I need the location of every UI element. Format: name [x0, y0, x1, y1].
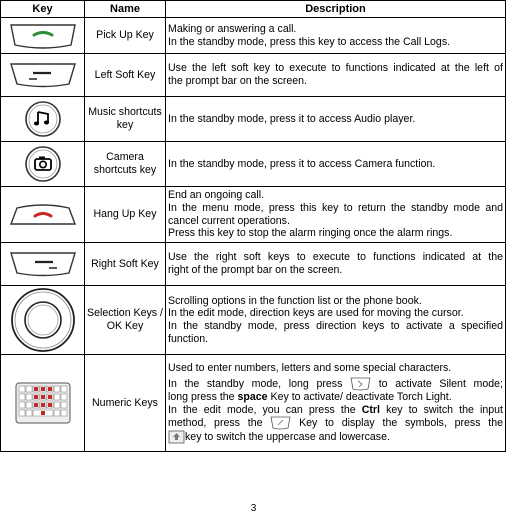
key-description: [166, 187, 506, 243]
table-row: [1, 18, 506, 54]
pick-up-key-icon: [7, 21, 79, 51]
table-row: [1, 286, 506, 355]
description-line: In the standby mode, press this key to access the Call Logs.: [168, 35, 451, 48]
key-name: Camera shortcuts key: [85, 142, 166, 187]
key-icon-cell: [1, 243, 85, 286]
description-line: In the edit mode, direction keys are used for moving the cursor.: [168, 307, 464, 320]
key-description: [166, 18, 506, 54]
key-icon-cell: [1, 18, 85, 54]
key-description: [166, 286, 506, 355]
header-description: Description: [166, 1, 506, 18]
description-line: In the standby mode, long press to activate Silent mode;: [168, 378, 503, 390]
key-name: Left Soft Key: [85, 54, 166, 97]
description-line: right of the prompt bar on the screen.: [168, 264, 343, 276]
key-description: In the standby mode, press it to access Audio player.: [166, 97, 506, 142]
key-icon-cell: [1, 355, 85, 452]
key-icon-cell: [1, 54, 85, 97]
description-line: function.: [168, 332, 209, 345]
description-line: long press the space Key to activate/ deactivate Torch Light.: [168, 391, 452, 404]
key-icon-cell: [1, 97, 85, 142]
table-row: [1, 142, 506, 187]
camera-shortcut-key-icon: [24, 145, 62, 183]
description-line: In the standby mode, press direction keys to activate a specified: [168, 320, 503, 332]
left-soft-key-icon: [7, 60, 79, 90]
description-line: Use the left soft key to execute to functions indicated at the left of: [168, 62, 503, 75]
shift-key-icon: [168, 430, 185, 444]
header-name: Name: [85, 1, 166, 18]
description-line: Used to enter numbers, letters and some special characters.: [168, 361, 452, 374]
description-line: cancel current operations.: [168, 214, 290, 227]
key-button-icon: [350, 377, 371, 391]
description-line: key to switch the uppercase and lowercase.: [168, 430, 503, 444]
music-shortcut-key-icon: [24, 100, 62, 138]
key-icon-cell: [1, 142, 85, 187]
key-name: Hang Up Key: [85, 187, 166, 243]
key-description: [166, 54, 506, 97]
key-description: In the standby mode, press it to access Camera function.: [166, 142, 506, 187]
hang-up-key-icon: [7, 200, 79, 230]
key-name: Selection Keys / OK Key: [85, 286, 166, 355]
table-row: [1, 355, 506, 452]
header-key: Key: [1, 1, 85, 18]
table-row: [1, 97, 506, 142]
symbol-key-icon: [270, 416, 291, 430]
key-description: [166, 355, 506, 452]
table-row: [1, 187, 506, 243]
key-description: [166, 243, 506, 286]
description-line: the prompt bar on the screen.: [168, 75, 307, 87]
description-line: method, press the Key to display the symbols, press the: [168, 417, 504, 430]
key-name: Pick Up Key: [85, 18, 166, 54]
page-number: 3: [250, 503, 257, 514]
description-line: Making or answering a call.: [168, 22, 297, 35]
table-row: [1, 54, 506, 97]
description-line: Press this key to stop the alarm ringing once the alarm rings.: [168, 227, 453, 240]
key-name: Right Soft Key: [85, 243, 166, 286]
header-row: [1, 1, 506, 18]
description-line: Scrolling options in the function list or the phone book.: [168, 294, 422, 307]
numeric-keyboard-icon: [15, 382, 71, 424]
table-row: [1, 243, 506, 286]
selection-keys-icon: [10, 287, 76, 353]
key-name: Numeric Keys: [85, 355, 166, 452]
right-soft-key-icon: [7, 249, 79, 279]
key-icon-cell: [1, 187, 85, 243]
description-line: End an ongoing call.: [168, 189, 265, 202]
key-name: Music shortcuts key: [85, 97, 166, 142]
description-line: In the edit mode, you can press the Ctrl key to switch the input: [168, 403, 503, 416]
description-line: In the menu mode, press this key to return the standby mode and: [168, 201, 503, 214]
key-icon-cell: [1, 286, 85, 355]
description-line: Use the right soft keys to execute to functions indicated at the: [168, 251, 503, 264]
